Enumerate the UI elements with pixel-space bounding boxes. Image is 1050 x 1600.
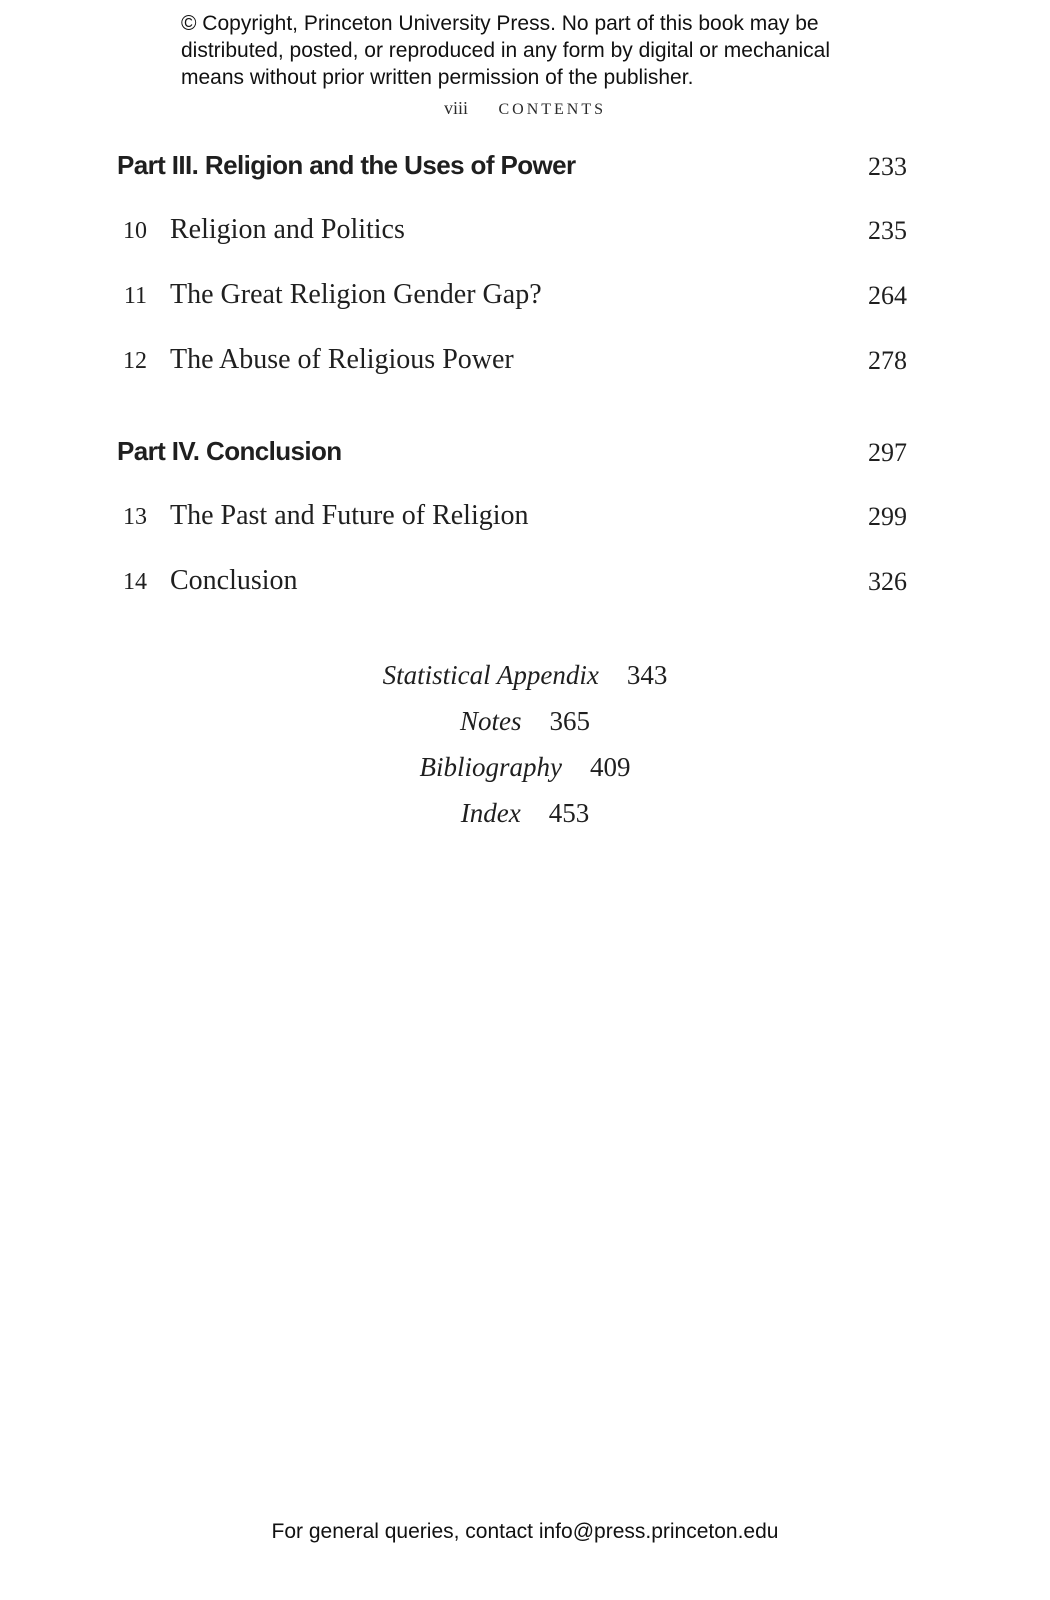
toc-chapter-10[interactable] xyxy=(117,214,907,254)
toc-part-iii[interactable] xyxy=(117,150,907,190)
chapter-title: The Past and Future of Religion xyxy=(170,500,529,531)
chapter-title: The Abuse of Religious Power xyxy=(170,344,514,375)
backmatter-statistical-appendix[interactable] xyxy=(0,660,1050,706)
chapter-number: 12 xyxy=(123,348,147,374)
copyright-line: © Copyright, Princeton University Press. No part of this book may be xyxy=(181,12,819,35)
chapter-number: 10 xyxy=(123,218,147,244)
chapter-page-number: 235 xyxy=(868,216,907,245)
backmatter-title: Notes xyxy=(459,706,522,736)
part-title: Part IV. Conclusion xyxy=(117,436,342,466)
copyright-line: means without prior written permission of the publisher. xyxy=(181,66,694,89)
chapter-page-number: 264 xyxy=(868,281,907,310)
chapter-page-number: 326 xyxy=(868,567,907,596)
backmatter-title: Index xyxy=(460,798,521,828)
back-matter-list xyxy=(0,660,1050,844)
backmatter-page-number: 343 xyxy=(626,660,668,690)
copyright-notice xyxy=(181,10,901,91)
part-page-number: 233 xyxy=(868,152,907,181)
toc-chapter-11[interactable] xyxy=(117,279,907,319)
footer-contact: For general queries, contact info@press.princeton.edu xyxy=(271,1520,779,1543)
toc-part-iv[interactable] xyxy=(117,436,907,476)
chapter-number: 14 xyxy=(123,569,147,595)
chapter-page-number: 299 xyxy=(868,502,907,531)
chapter-page-number: 278 xyxy=(868,346,907,375)
chapter-number: 13 xyxy=(123,504,147,530)
running-head-title: CONTENTS xyxy=(498,101,607,118)
backmatter-page-number: 365 xyxy=(549,706,590,736)
backmatter-notes[interactable] xyxy=(0,706,1050,752)
backmatter-bibliography[interactable] xyxy=(0,752,1050,798)
toc-chapter-13[interactable] xyxy=(117,500,907,540)
backmatter-title: Statistical Appendix xyxy=(382,660,599,690)
backmatter-page-number: 453 xyxy=(548,798,590,828)
chapter-number: 11 xyxy=(123,283,147,309)
backmatter-index[interactable] xyxy=(0,798,1050,844)
chapter-title: The Great Religion Gender Gap? xyxy=(170,279,542,310)
copyright-line: distributed, posted, or reproduced in any form by digital or mechanical xyxy=(181,39,831,62)
backmatter-page-number: 409 xyxy=(590,752,631,782)
toc-chapter-14[interactable] xyxy=(117,565,907,605)
chapter-title: Religion and Politics xyxy=(170,214,405,245)
part-title: Part III. Religion and the Uses of Power xyxy=(117,150,576,180)
chapter-title: Conclusion xyxy=(170,565,298,596)
toc-chapter-12[interactable] xyxy=(117,344,907,384)
running-head xyxy=(0,98,1050,119)
part-page-number: 297 xyxy=(868,438,907,467)
backmatter-title: Bibliography xyxy=(419,752,562,782)
page-folio: viii xyxy=(443,98,468,118)
